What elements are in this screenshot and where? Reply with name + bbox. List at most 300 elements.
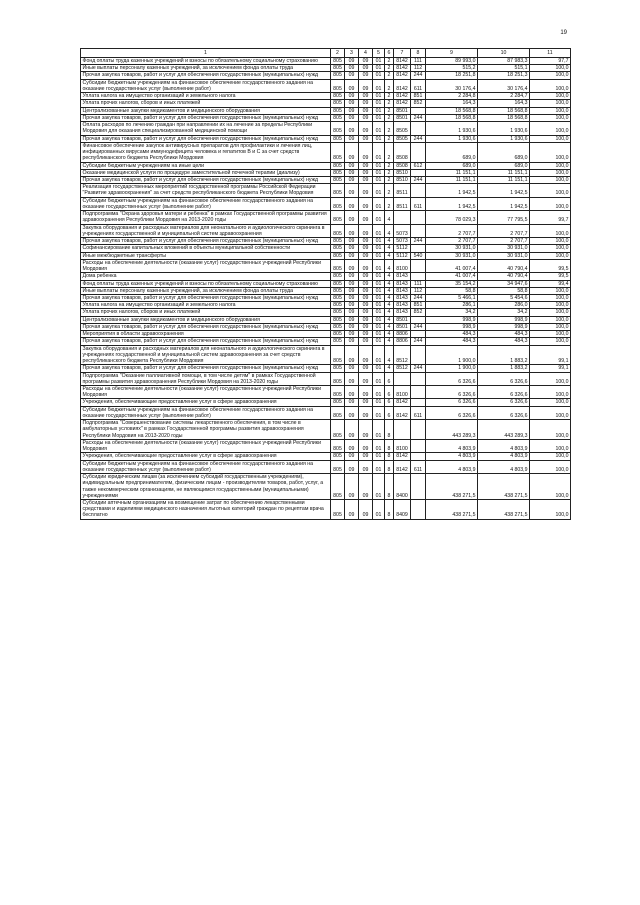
planned-amount: 4 803,9 (426, 460, 478, 473)
actual-amount: 30 931,0 (478, 252, 530, 259)
subsection-code: 09 (359, 65, 373, 72)
admin-code: 805 (331, 500, 345, 520)
execution-percent: 100,0 (530, 287, 571, 294)
execution-percent: 100,0 (530, 224, 571, 237)
execution-percent: 100,0 (530, 338, 571, 345)
expense-type-code: 244 (411, 114, 426, 121)
section-code: 09 (345, 316, 359, 323)
section-code: 09 (345, 238, 359, 245)
target-code: 8505 (394, 135, 411, 142)
admin-code: 805 (331, 142, 345, 162)
expense-type-code (411, 259, 426, 272)
admin-code: 805 (331, 294, 345, 301)
program-code: 01 (373, 58, 385, 65)
planned-amount: 30 176,4 (426, 79, 478, 92)
execution-percent: 100,0 (530, 169, 571, 176)
program-code: 01 (373, 331, 385, 338)
planned-amount: 30 931,0 (426, 245, 478, 252)
program-code: 01 (373, 211, 385, 224)
actual-amount: 5 454,6 (478, 294, 530, 301)
admin-code: 805 (331, 386, 345, 399)
admin-code: 805 (331, 184, 345, 197)
table-row (81, 331, 571, 338)
target-code: 5112 (394, 252, 411, 259)
line-item-name: Закупка оборудования и расходных материалов для неонатального и аудиологического скрининга в учреждениях государственной и муниципальной систем здравоохранения за счет средств республиканского бюджета Республики Мордовия (81, 345, 331, 365)
table-row (81, 107, 571, 114)
actual-amount: 1 930,6 (478, 122, 530, 135)
actual-amount: 4 803,9 (478, 439, 530, 452)
execution-percent: 99,7 (530, 211, 571, 224)
target-code: 8511 (394, 184, 411, 197)
subprogram-code: 8 (385, 439, 394, 452)
admin-code: 805 (331, 273, 345, 280)
admin-code: 805 (331, 65, 345, 72)
actual-amount: 2 284,7 (478, 93, 530, 100)
target-code: 8505 (394, 122, 411, 135)
execution-percent: 100,0 (530, 79, 571, 92)
table-row (81, 211, 571, 224)
table-row (81, 252, 571, 259)
line-item-name: Прочая закупка товаров, работ и услуг для обеспечения государственных (муниципальных) нужд (81, 135, 331, 142)
subsection-code: 09 (359, 273, 373, 280)
planned-amount: 998,9 (426, 323, 478, 330)
program-code: 01 (373, 345, 385, 365)
target-code: 8143 (394, 309, 411, 316)
line-item-name: Дома ребенка (81, 273, 331, 280)
planned-amount: 1 900,0 (426, 365, 478, 372)
planned-amount: 6 326,6 (426, 372, 478, 385)
admin-code: 805 (331, 224, 345, 237)
subsection-code: 09 (359, 338, 373, 345)
table-row (81, 474, 571, 500)
subsection-code: 09 (359, 197, 373, 210)
subprogram-code: 4 (385, 365, 394, 372)
admin-code: 805 (331, 93, 345, 100)
execution-percent: 100,0 (530, 93, 571, 100)
subsection-code: 09 (359, 287, 373, 294)
line-item-name: Реализация государственных мероприятий государственной программы Российской Федерации "Развитие здравоохранения" за счет средств республиканского бюджета Республики Мордовия (81, 184, 331, 197)
subsection-code: 09 (359, 245, 373, 252)
expense-type-code: 244 (411, 72, 426, 79)
target-code: 8510 (394, 169, 411, 176)
program-code: 01 (373, 287, 385, 294)
admin-code: 805 (331, 316, 345, 323)
program-code: 01 (373, 372, 385, 385)
line-item-name: Фонд оплаты труда казенных учреждений и взносы по обязательному социальному страхованию (81, 280, 331, 287)
subsection-code: 09 (359, 439, 373, 452)
actual-amount: 40 790,4 (478, 273, 530, 280)
section-code: 09 (345, 406, 359, 419)
execution-percent: 100,0 (530, 184, 571, 197)
section-code: 09 (345, 500, 359, 520)
line-item-name: Подпрограмма "Совершенствование системы лекарственного обеспечения, в том числе в амбулаторных условиях" в рамках Государственной программы развития здравоохранения Республики Мордовия на 2013-2020 годы (81, 420, 331, 440)
line-item-name: Прочая закупка товаров, работ и услуг для обеспечения государственных (муниципальных) нужд (81, 338, 331, 345)
target-code: 8143 (394, 294, 411, 301)
line-item-name: Мероприятия в области здравоохранения (81, 331, 331, 338)
execution-percent: 99,1 (530, 345, 571, 365)
subprogram-code: 2 (385, 162, 394, 169)
target-code (394, 211, 411, 224)
expense-type-code: 244 (411, 238, 426, 245)
table-body (81, 58, 571, 520)
program-code: 01 (373, 420, 385, 440)
line-item-name: Субсидии бюджетным учреждениям на финансовое обеспечение государственного задания на оказание государственных услуг (выполнение работ) (81, 197, 331, 210)
table-row (81, 169, 571, 176)
actual-amount: 6 326,6 (478, 386, 530, 399)
subsection-code: 09 (359, 184, 373, 197)
subprogram-code: 2 (385, 58, 394, 65)
subsection-code: 09 (359, 331, 373, 338)
target-code: 8806 (394, 338, 411, 345)
planned-amount: 689,0 (426, 162, 478, 169)
line-item-name: Уплата прочих налогов, сборов и иных платежей (81, 309, 331, 316)
subsection-code: 09 (359, 122, 373, 135)
subsection-code: 09 (359, 302, 373, 309)
subsection-code: 09 (359, 72, 373, 79)
table-row (81, 406, 571, 419)
column-header: 10 (478, 49, 530, 58)
program-code: 01 (373, 406, 385, 419)
program-code: 01 (373, 259, 385, 272)
table-row (81, 238, 571, 245)
subprogram-code: 4 (385, 273, 394, 280)
expense-type-code (411, 386, 426, 399)
subsection-code: 09 (359, 259, 373, 272)
subsection-code: 09 (359, 252, 373, 259)
expense-type-code (411, 107, 426, 114)
admin-code: 805 (331, 309, 345, 316)
subprogram-code: 2 (385, 184, 394, 197)
subprogram-code: 2 (385, 114, 394, 121)
actual-amount: 438 271,5 (478, 474, 530, 500)
execution-percent: 100,0 (530, 302, 571, 309)
program-code: 01 (373, 65, 385, 72)
expense-type-code (411, 169, 426, 176)
expense-type-code (411, 122, 426, 135)
section-code: 09 (345, 345, 359, 365)
planned-amount: 78 029,3 (426, 211, 478, 224)
actual-amount: 30 931,0 (478, 245, 530, 252)
target-code: 8142 (394, 72, 411, 79)
table-row (81, 142, 571, 162)
line-item-name: Субсидии бюджетным учреждениям на финансовое обеспечение государственного задания на оказание государственных услуг (выполнение работ) (81, 460, 331, 473)
admin-code: 805 (331, 338, 345, 345)
table-row (81, 386, 571, 399)
expense-type-code (411, 245, 426, 252)
target-code (394, 372, 411, 385)
section-code: 09 (345, 273, 359, 280)
subprogram-code: 4 (385, 224, 394, 237)
planned-amount: 34,2 (426, 309, 478, 316)
expense-type-code: 244 (411, 294, 426, 301)
table-row (81, 399, 571, 406)
subprogram-code: 2 (385, 197, 394, 210)
program-code: 01 (373, 245, 385, 252)
subprogram-code: 6 (385, 406, 394, 419)
program-code: 01 (373, 169, 385, 176)
admin-code: 805 (331, 372, 345, 385)
table-row (81, 184, 571, 197)
subprogram-code: 2 (385, 122, 394, 135)
section-code: 09 (345, 114, 359, 121)
subsection-code: 09 (359, 406, 373, 419)
subsection-code: 09 (359, 316, 373, 323)
subprogram-code: 2 (385, 169, 394, 176)
table-row (81, 316, 571, 323)
section-code: 09 (345, 399, 359, 406)
subsection-code: 09 (359, 474, 373, 500)
admin-code: 805 (331, 252, 345, 259)
subsection-code: 09 (359, 453, 373, 460)
target-code: 8501 (394, 323, 411, 330)
subprogram-code: 4 (385, 287, 394, 294)
subprogram-code: 4 (385, 345, 394, 365)
target-code: 5112 (394, 245, 411, 252)
planned-amount: 1 942,5 (426, 184, 478, 197)
program-code: 01 (373, 162, 385, 169)
table-row (81, 273, 571, 280)
actual-amount: 4 803,9 (478, 460, 530, 473)
planned-amount: 1 900,0 (426, 345, 478, 365)
subsection-code: 09 (359, 93, 373, 100)
target-code: 5073 (394, 224, 411, 237)
actual-amount: 87 983,3 (478, 58, 530, 65)
target-code: 8100 (394, 439, 411, 452)
target-code: 8501 (394, 114, 411, 121)
admin-code: 805 (331, 399, 345, 406)
subsection-code: 09 (359, 211, 373, 224)
actual-amount: 689,0 (478, 162, 530, 169)
table-row (81, 439, 571, 452)
target-code: 8512 (394, 365, 411, 372)
actual-amount: 4 803,9 (478, 453, 530, 460)
planned-amount: 89 993,0 (426, 58, 478, 65)
table-row (81, 280, 571, 287)
subsection-code: 09 (359, 162, 373, 169)
expense-type-code: 612 (411, 162, 426, 169)
target-code: 8142 (394, 100, 411, 107)
expense-type-code: 611 (411, 79, 426, 92)
target-code: 8512 (394, 345, 411, 365)
section-code: 09 (345, 142, 359, 162)
table-row (81, 58, 571, 65)
admin-code: 805 (331, 72, 345, 79)
actual-amount: 58,8 (478, 287, 530, 294)
admin-code: 805 (331, 114, 345, 121)
execution-percent: 100,0 (530, 386, 571, 399)
subprogram-code: 4 (385, 309, 394, 316)
section-code: 09 (345, 197, 359, 210)
planned-amount: 18 568,8 (426, 107, 478, 114)
line-item-name: Уплата прочих налогов, сборов и иных платежей (81, 100, 331, 107)
planned-amount: 18 251,8 (426, 72, 478, 79)
execution-percent: 100,0 (530, 162, 571, 169)
line-item-name: Прочая закупка товаров, работ и услуг для обеспечения государственных (муниципальных) нужд (81, 238, 331, 245)
actual-amount: 438 271,5 (478, 500, 530, 520)
admin-code: 805 (331, 345, 345, 365)
section-code: 09 (345, 331, 359, 338)
section-code: 09 (345, 58, 359, 65)
column-header: 6 (385, 49, 394, 58)
admin-code: 805 (331, 107, 345, 114)
subprogram-code: 2 (385, 176, 394, 183)
subsection-code: 09 (359, 176, 373, 183)
section-code: 09 (345, 211, 359, 224)
expense-type-code (411, 500, 426, 520)
admin-code: 805 (331, 420, 345, 440)
subsection-code: 09 (359, 294, 373, 301)
section-code: 09 (345, 122, 359, 135)
expense-type-code (411, 372, 426, 385)
table-row (81, 122, 571, 135)
budget-table (80, 48, 571, 520)
admin-code: 805 (331, 122, 345, 135)
section-code: 09 (345, 338, 359, 345)
admin-code: 805 (331, 197, 345, 210)
line-item-name: Иные межбюджетные трансферты (81, 252, 331, 259)
program-code: 01 (373, 135, 385, 142)
target-code: 8508 (394, 162, 411, 169)
line-item-name: Иные выплаты персоналу казенных учреждений, за исключением фонда оплаты труда (81, 287, 331, 294)
column-header: 3 (345, 49, 359, 58)
planned-amount: 35 154,2 (426, 280, 478, 287)
subprogram-code: 2 (385, 79, 394, 92)
subprogram-code: 4 (385, 316, 394, 323)
target-code: 8806 (394, 331, 411, 338)
execution-percent: 100,0 (530, 372, 571, 385)
column-header: 4 (359, 49, 373, 58)
section-code: 09 (345, 135, 359, 142)
section-code: 09 (345, 224, 359, 237)
expense-type-code: 244 (411, 176, 426, 183)
table-row (81, 420, 571, 440)
column-header: 8 (411, 49, 426, 58)
section-code: 09 (345, 287, 359, 294)
program-code: 01 (373, 460, 385, 473)
line-item-name: Уплата налога на имущество организаций и земельного налога (81, 302, 331, 309)
admin-code: 805 (331, 406, 345, 419)
target-code: 8142 (394, 79, 411, 92)
line-item-name: Прочая закупка товаров, работ и услуг для обеспечения государственных (муниципальных) нужд (81, 176, 331, 183)
planned-amount: 18 568,8 (426, 114, 478, 121)
target-code: 8100 (394, 386, 411, 399)
subprogram-code: 4 (385, 323, 394, 330)
section-code: 09 (345, 93, 359, 100)
line-item-name: Субсидии бюджетным учреждениям на иные цели (81, 162, 331, 169)
planned-amount: 4 803,9 (426, 453, 478, 460)
target-code: 8100 (394, 259, 411, 272)
execution-percent: 100,0 (530, 439, 571, 452)
section-code: 09 (345, 184, 359, 197)
actual-amount: 18 568,8 (478, 114, 530, 121)
target-code: 8510 (394, 176, 411, 183)
section-code: 09 (345, 323, 359, 330)
planned-amount: 998,9 (426, 316, 478, 323)
planned-amount: 443 289,3 (426, 420, 478, 440)
planned-amount: 4 803,9 (426, 439, 478, 452)
target-code: 8143 (394, 302, 411, 309)
planned-amount: 30 931,0 (426, 252, 478, 259)
table-row (81, 453, 571, 460)
program-code: 01 (373, 93, 385, 100)
program-code: 01 (373, 439, 385, 452)
actual-amount: 11 151,1 (478, 169, 530, 176)
actual-amount: 6 326,6 (478, 372, 530, 385)
subprogram-code: 2 (385, 65, 394, 72)
admin-code: 805 (331, 302, 345, 309)
table-row (81, 500, 571, 520)
subprogram-code: 4 (385, 331, 394, 338)
expense-type-code (411, 224, 426, 237)
subprogram-code: 6 (385, 386, 394, 399)
actual-amount: 998,9 (478, 323, 530, 330)
column-header: 7 (394, 49, 411, 58)
line-item-name: Подпрограмма "Оказание паллиативной помощи, в том числе детям" в рамках Государственной программы развития здравоохранения Республики Мордовия на 2013-2020 годы (81, 372, 331, 385)
actual-amount: 484,3 (478, 331, 530, 338)
section-code: 09 (345, 65, 359, 72)
subprogram-code: 8 (385, 474, 394, 500)
actual-amount: 11 151,1 (478, 176, 530, 183)
subprogram-code: 2 (385, 135, 394, 142)
program-code: 01 (373, 184, 385, 197)
section-code: 09 (345, 453, 359, 460)
target-code: 5073 (394, 238, 411, 245)
target-code: 8142 (394, 460, 411, 473)
program-code: 01 (373, 176, 385, 183)
planned-amount: 6 326,6 (426, 386, 478, 399)
execution-percent: 100,0 (530, 142, 571, 162)
line-item-name: Прочая закупка товаров, работ и услуг для обеспечения государственных (муниципальных) нужд (81, 114, 331, 121)
line-item-name: Иные выплаты персоналу казенных учреждений, за исключением фонда оплаты труда (81, 65, 331, 72)
admin-code: 805 (331, 331, 345, 338)
section-code: 09 (345, 420, 359, 440)
page-number: 19 (560, 30, 567, 36)
admin-code: 805 (331, 453, 345, 460)
line-item-name: Субсидии юридическим лицам (за исключением субсидий государственным учреждениям), индивидуальным предпринимателям, физическим лицам - производителям товаров, работ, услуг, а также некоммерческим организациям, не являющимся государственными (муниципальными) учреждениями (81, 474, 331, 500)
expense-type-code (411, 331, 426, 338)
table-row (81, 100, 571, 107)
line-item-name: Подпрограмма "Охрана здоровья матери и ребенка" в рамках Государственной программы развития здравоохранения Республики Мордовия на 2013-2020 годы (81, 211, 331, 224)
actual-amount: 18 568,8 (478, 107, 530, 114)
expense-type-code: 611 (411, 197, 426, 210)
subsection-code: 09 (359, 224, 373, 237)
expense-type-code (411, 142, 426, 162)
admin-code: 805 (331, 439, 345, 452)
admin-code: 805 (331, 176, 345, 183)
execution-percent: 100,0 (530, 399, 571, 406)
subprogram-code: 4 (385, 280, 394, 287)
expense-type-code: 111 (411, 58, 426, 65)
table-row (81, 302, 571, 309)
table-row (81, 294, 571, 301)
subsection-code: 09 (359, 169, 373, 176)
column-header: 2 (331, 49, 345, 58)
admin-code: 805 (331, 259, 345, 272)
program-code: 01 (373, 399, 385, 406)
subprogram-code: 8 (385, 453, 394, 460)
line-item-name: Прочая закупка товаров, работ и услуг для обеспечения государственных (муниципальных) нужд (81, 365, 331, 372)
line-item-name: Централизованные закупки медикаментов и медицинского оборудования (81, 107, 331, 114)
column-header: 9 (426, 49, 478, 58)
table-row (81, 114, 571, 121)
program-code: 01 (373, 72, 385, 79)
line-item-name: Прочая закупка товаров, работ и услуг для обеспечения государственных (муниципальных) нужд (81, 72, 331, 79)
table-row (81, 287, 571, 294)
execution-percent: 100,0 (530, 135, 571, 142)
subprogram-code: 4 (385, 211, 394, 224)
section-code: 09 (345, 365, 359, 372)
program-code: 01 (373, 122, 385, 135)
